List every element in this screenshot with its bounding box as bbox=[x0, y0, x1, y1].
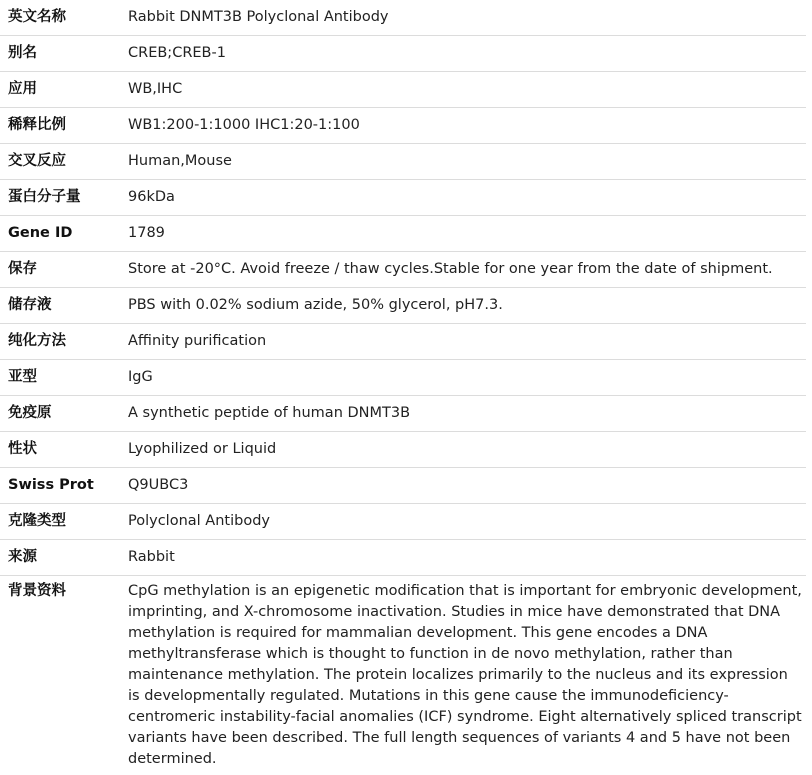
row-value: Affinity purification bbox=[128, 333, 267, 349]
row-value: Q9UBC3 bbox=[128, 477, 189, 493]
row-label: 蛋白分子量 bbox=[8, 189, 81, 205]
row-label: 交叉反应 bbox=[8, 153, 66, 169]
row-label: 应用 bbox=[8, 81, 37, 97]
row-value: CREB;CREB-1 bbox=[128, 45, 226, 61]
row-purification bbox=[0, 324, 806, 360]
row-label: 亚型 bbox=[8, 369, 37, 385]
row-immunogen bbox=[0, 396, 806, 432]
row-storage-buffer bbox=[0, 288, 806, 324]
row-host bbox=[0, 540, 806, 576]
row-value: Rabbit DNMT3B Polyclonal Antibody bbox=[128, 9, 389, 25]
row-english-name bbox=[0, 0, 806, 36]
row-background bbox=[0, 576, 806, 773]
row-value: CpG methylation is an epigenetic modification that is important for embryonic development, imprinting, and X-chromosome inactivation. Studies in mice have demonstrated that DNA methylation is required for mammalian development. This gene encodes a DNA methyltransferase which is thought to function in de novo methylation, rather than maintenance methylation. The protein localizes primarily to the nucleus and its expression is developmentally regulated. Mutations in this gene cause the immunodeficiency-centromeric instability-facial anomalies (ICF) syndrome. Eight alternatively spliced transcript variants have been described. The full length sequences of variants 4 and 5 have not been determined. bbox=[128, 583, 802, 767]
row-value: A synthetic peptide of human DNMT3B bbox=[128, 405, 411, 421]
row-value: WB1:200-1:1000 IHC1:20-1:100 bbox=[128, 117, 360, 133]
row-value: 1789 bbox=[128, 225, 165, 241]
row-clonality bbox=[0, 504, 806, 540]
row-storage bbox=[0, 252, 806, 288]
row-alias bbox=[0, 36, 806, 72]
row-label: 背景资料 bbox=[8, 583, 66, 599]
row-label: 储存液 bbox=[8, 297, 52, 313]
row-molecular-weight bbox=[0, 180, 806, 216]
row-value: Human,Mouse bbox=[128, 153, 232, 169]
row-label: 克隆类型 bbox=[8, 513, 66, 529]
row-label: 别名 bbox=[8, 45, 37, 61]
row-cross-reactivity bbox=[0, 144, 806, 180]
row-label: 纯化方法 bbox=[8, 333, 66, 349]
row-label: 性状 bbox=[8, 441, 37, 457]
row-label: 英文名称 bbox=[8, 9, 66, 25]
row-value: WB,IHC bbox=[128, 81, 183, 97]
row-label: 稀释比例 bbox=[8, 117, 66, 133]
row-label: 来源 bbox=[8, 549, 37, 565]
row-label: Gene ID bbox=[8, 225, 73, 241]
row-value: Rabbit bbox=[128, 549, 175, 565]
row-form bbox=[0, 432, 806, 468]
row-value: IgG bbox=[128, 369, 153, 385]
row-isotype bbox=[0, 360, 806, 396]
row-application bbox=[0, 72, 806, 108]
row-value: Lyophilized or Liquid bbox=[128, 441, 277, 457]
row-gene-id bbox=[0, 216, 806, 252]
row-label: 免疫原 bbox=[8, 405, 52, 421]
row-value: PBS with 0.02% sodium azide, 50% glycerol, pH7.3. bbox=[128, 297, 503, 313]
row-label: Swiss Prot bbox=[8, 477, 94, 493]
row-value: Polyclonal Antibody bbox=[128, 513, 270, 529]
row-value: Store at -20°C. Avoid freeze / thaw cycles.Stable for one year from the date of shipment. bbox=[128, 261, 773, 277]
row-dilution bbox=[0, 108, 806, 144]
row-swiss-prot bbox=[0, 468, 806, 504]
row-value: 96kDa bbox=[128, 189, 175, 205]
row-label: 保存 bbox=[8, 261, 37, 277]
